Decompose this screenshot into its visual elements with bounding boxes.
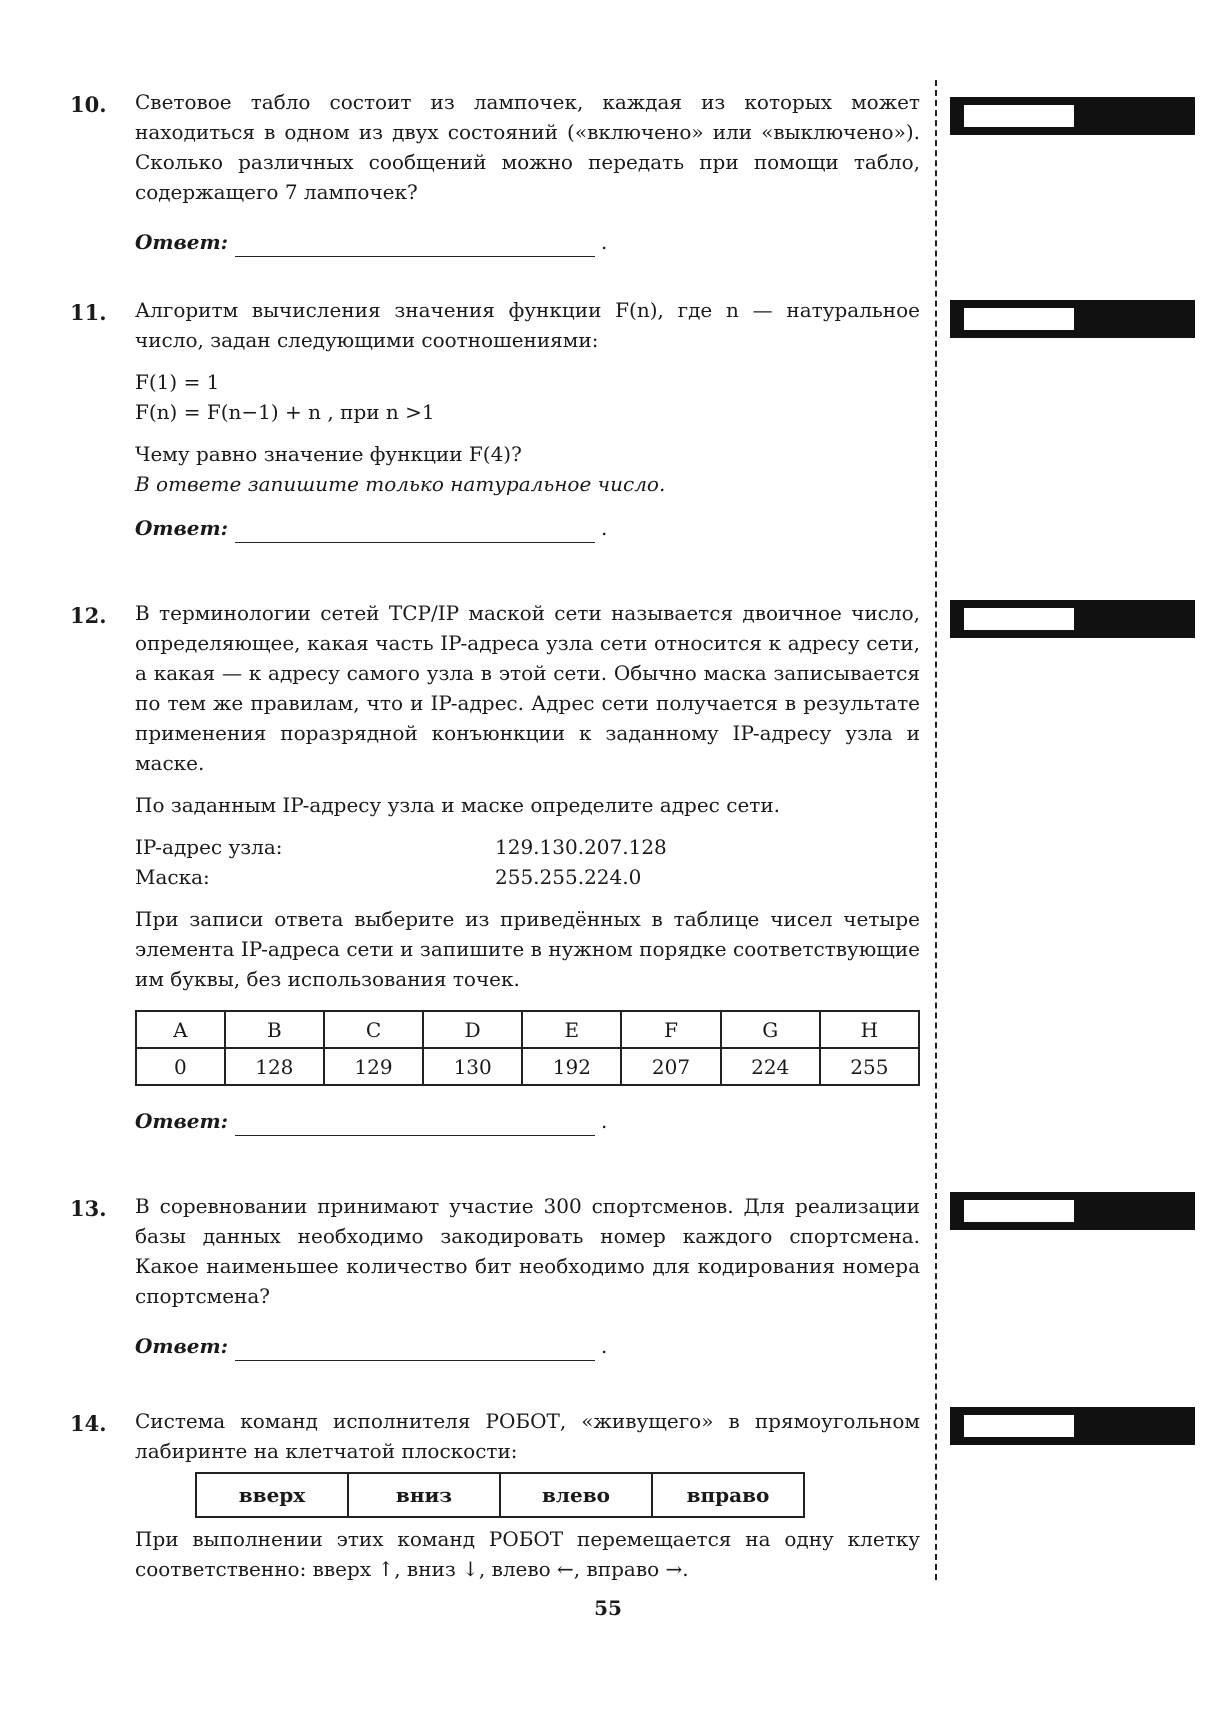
task-instruction: При записи ответа выберите из приведённых в таблице чисел четыре элемента IP-адреса сети и запишите в нужном порядке соответствующие им буквы, без использования точек. bbox=[135, 907, 920, 991]
answer-box-marker bbox=[950, 1192, 1195, 1230]
table-cell: 128 bbox=[225, 1048, 324, 1085]
answer-label: Ответ: bbox=[135, 230, 228, 254]
table-cell: 130 bbox=[423, 1048, 522, 1085]
task-body bbox=[135, 87, 920, 257]
task-number: 14. bbox=[70, 1411, 107, 1436]
answer-box-marker bbox=[950, 300, 1195, 338]
table-cell: E bbox=[522, 1011, 621, 1048]
answer-dot: . bbox=[601, 516, 608, 540]
table-cell: 255 bbox=[820, 1048, 919, 1085]
formula-recurrence: F(n) = F(n−1) + n , при n >1 bbox=[135, 400, 435, 424]
marker-slot bbox=[964, 608, 1074, 630]
mask-label: Маска: bbox=[135, 865, 210, 889]
task-body bbox=[135, 1406, 920, 1584]
answer-row bbox=[135, 513, 920, 543]
answer-box-marker bbox=[950, 97, 1195, 135]
commands-table bbox=[195, 1472, 805, 1518]
formula-base: F(1) = 1 bbox=[135, 370, 220, 394]
answer-dot: . bbox=[601, 1334, 608, 1358]
task-text: Алгоритм вычисления значения функции F(n), где n — натуральное число, задан следующими соотношениями: bbox=[135, 298, 920, 352]
table-cell: 0 bbox=[136, 1048, 225, 1085]
mask-value: 255.255.224.0 bbox=[495, 865, 642, 889]
table-cell: F bbox=[621, 1011, 720, 1048]
answer-row bbox=[135, 1331, 920, 1361]
task-note: В ответе запишите только натуральное число. bbox=[135, 472, 666, 496]
answer-field[interactable] bbox=[235, 520, 595, 543]
table-cell: 192 bbox=[522, 1048, 621, 1085]
table-cell: D bbox=[423, 1011, 522, 1048]
command-right: вправо bbox=[652, 1473, 804, 1517]
ip-value: 129.130.207.128 bbox=[495, 835, 667, 859]
table-row bbox=[196, 1473, 804, 1517]
task-number: 13. bbox=[70, 1196, 107, 1221]
task-question: По заданным IP-адресу узла и маске определите адрес сети. bbox=[135, 793, 781, 817]
task-text-after: При выполнении этих команд РОБОТ перемещается на одну клетку соответственно: вверх ↑, вниз ↓, влево ←, вправо →. bbox=[135, 1527, 920, 1581]
task-text: В соревновании принимают участие 300 спортсменов. Для реализации базы данных необходимо закодировать номер каждого спортсмена. Какое наименьшее количество бит необходимо для кодирования номера спортсмена? bbox=[135, 1194, 920, 1308]
table-cell: H bbox=[820, 1011, 919, 1048]
answer-dot: . bbox=[601, 230, 608, 254]
table-row-numbers bbox=[136, 1048, 919, 1085]
task-text: В терминологии сетей TCP/IP маской сети называется двоичное число, определяющее, какая часть IP-адреса узла сети относится к адресу сети, а какая — к адресу самого узла в этой сети. Обычно маска записывается по тем же правилам, что и IP-адрес. Адрес сети получается в результате применения поразрядной конъюнкции к заданному IP-адресу узла и маске. bbox=[135, 601, 920, 775]
marker-slot bbox=[964, 105, 1074, 127]
codes-table bbox=[135, 1010, 920, 1086]
table-cell: G bbox=[721, 1011, 820, 1048]
command-left: влево bbox=[500, 1473, 652, 1517]
page-number: 55 bbox=[594, 1596, 622, 1620]
task-body bbox=[135, 1191, 920, 1361]
table-cell: A bbox=[136, 1011, 225, 1048]
marker-slot bbox=[964, 1415, 1074, 1437]
answer-label: Ответ: bbox=[135, 1334, 228, 1358]
table-cell: B bbox=[225, 1011, 324, 1048]
task-number: 12. bbox=[70, 603, 107, 628]
task-question: Чему равно значение функции F(4)? bbox=[135, 442, 522, 466]
answer-row bbox=[135, 227, 920, 257]
marker-slot bbox=[964, 308, 1074, 330]
answer-field[interactable] bbox=[235, 1338, 595, 1361]
table-cell: C bbox=[324, 1011, 423, 1048]
marker-slot bbox=[964, 1200, 1074, 1222]
answer-field[interactable] bbox=[235, 1113, 595, 1136]
table-cell: 129 bbox=[324, 1048, 423, 1085]
answer-field[interactable] bbox=[235, 234, 595, 257]
command-up: вверх bbox=[196, 1473, 348, 1517]
answer-label: Ответ: bbox=[135, 516, 228, 540]
answer-label: Ответ: bbox=[135, 1109, 228, 1133]
answer-box-marker bbox=[950, 1407, 1195, 1445]
table-row-letters bbox=[136, 1011, 919, 1048]
task-text: Система команд исполнителя РОБОТ, «живущего» в прямоугольном лабиринте на клетчатой плоскости: bbox=[135, 1409, 920, 1463]
answer-box-marker bbox=[950, 600, 1195, 638]
mask-row bbox=[135, 862, 920, 892]
command-down: вниз bbox=[348, 1473, 500, 1517]
task-body bbox=[135, 295, 920, 543]
answer-dot: . bbox=[601, 1109, 608, 1133]
ip-row bbox=[135, 832, 920, 862]
table-cell: 224 bbox=[721, 1048, 820, 1085]
task-text: Световое табло состоит из лампочек, каждая из которых может находиться в одном из двух состояний («включено» или «выключено»). Сколько различных сообщений можно передать при помощи табло, содержащего 7 лампочек? bbox=[135, 90, 920, 204]
task-body bbox=[135, 598, 920, 1136]
answer-row bbox=[135, 1106, 920, 1136]
task-number: 10. bbox=[70, 92, 107, 117]
ip-label: IP-адрес узла: bbox=[135, 835, 283, 859]
table-cell: 207 bbox=[621, 1048, 720, 1085]
cut-line bbox=[935, 80, 937, 1580]
task-number: 11. bbox=[70, 300, 107, 325]
